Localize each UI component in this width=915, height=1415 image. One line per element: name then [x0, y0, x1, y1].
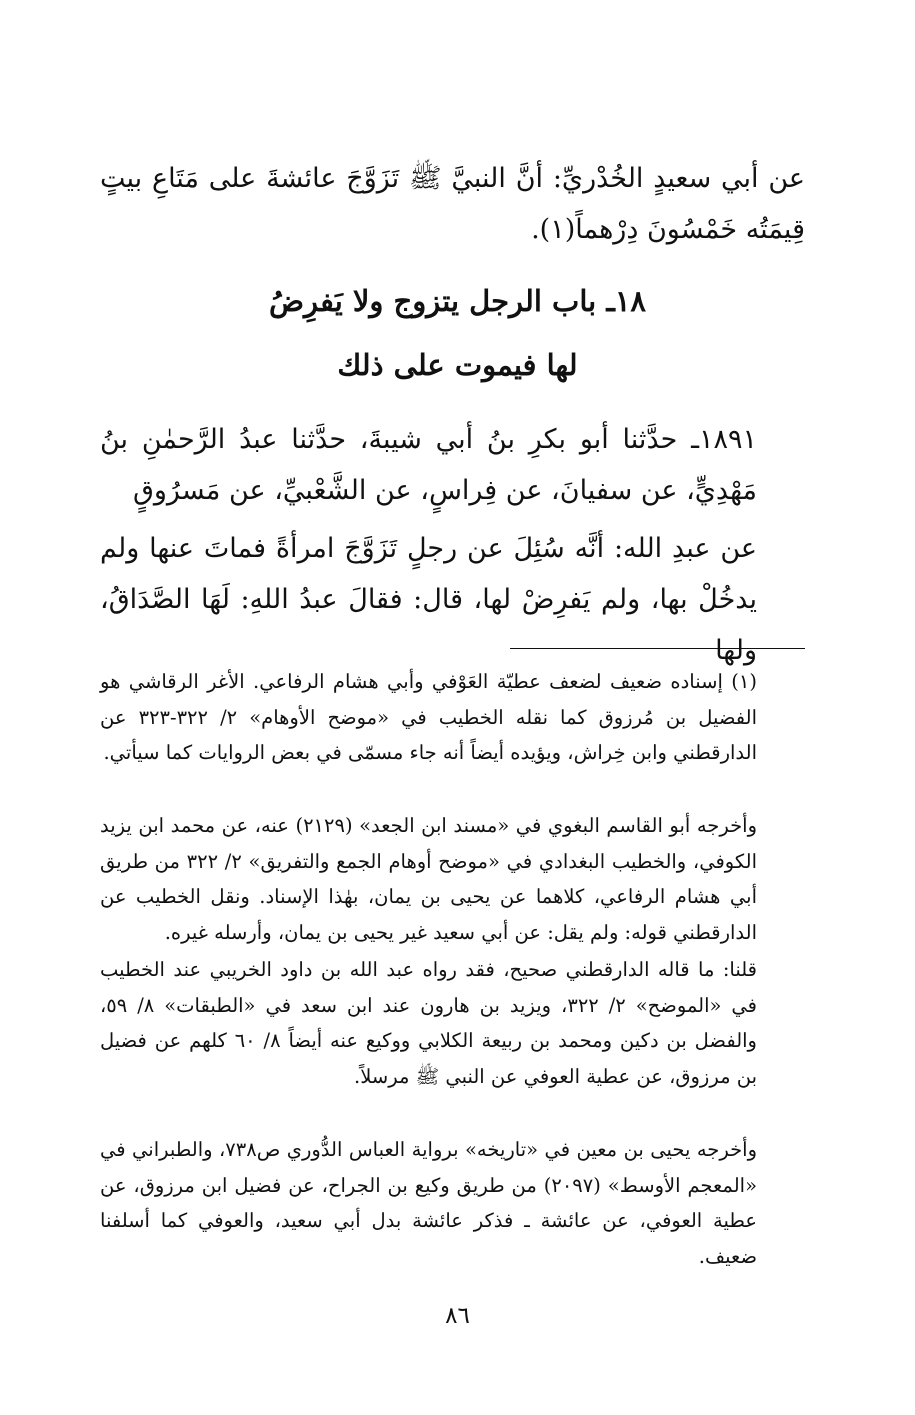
hadith-matn: عن عبدِ الله: أنَّه سُئِلَ عن رجلٍ تَزَوَّجَ امرأةً فماتَ عنها ولم يدخُلْ بها، ولم يَفرِضْ لها، قال: فقالَ عبدُ اللهِ: لَهَا الصَّدَاقُ، ولها — [100, 533, 757, 666]
footnote-separator — [510, 648, 805, 649]
paragraph-top-text: عن أبي سعيدٍ الخُدْريِّ: أنَّ النبيَّ ﷺ تَزَوَّجَ عائشةَ على مَتَاعِ بيتٍ قِيمَتُه خَمْسُونَ دِرْهماً(١). — [100, 163, 805, 245]
page-number: ٨٦ — [445, 1303, 470, 1329]
footnote-paragraph-2: وأخرجه أبو القاسم البغوي في «مسند ابن الجعد» (٢١٢٩) عنه، عن محمد ابن يزيد الكوفي، والخطيب البغدادي في «موضح أوهام الجمع والتفريق» ٢/ ٣٢٢ من طريق أبي هشام الرفاعي، كلاهما عن يحيى بن يمان، بهٰذا الإسناد. ونقل الخطيب عن الدارقطني قوله: ولم يقل: عن أبي سعيد غير يحيى بن يمان، وأرسله غيره. — [100, 814, 757, 944]
footnote-paragraph-3: قلنا: ما قاله الدارقطني صحيح، فقد رواه عبد الله بن داود الخريبي عند الخطيب في «الموضح» ٢/ ٣٢٢، ويزيد بن هارون عند ابن سعد في «الطبقات» ٨/ ٥٩، والفضل بن دكين ومحمد بن ربيعة الكلابي ووكيع عنه أيضاً ٨/ ٦٠ كلهم عن فضيل بن مرزوق، عن عطية العوفي عن النبي ﷺ مرسلاً. — [100, 958, 757, 1088]
chapter-heading-line-1: ١٨ـ باب الرجل يتزوج ولا يَفرِضُ — [268, 284, 647, 318]
hadith-isnad: ١٨٩١ـ حدَّثنا أبو بكرِ بنُ أبي شيبةَ، حدَّثنا عبدُ الرَّحمٰنِ بنُ مَهْدِيٍّ، عن سفيانَ، عن فِراسٍ، عن الشَّعْبيِّ، عن مَسرُوقٍ — [100, 424, 757, 506]
footnote-paragraph-4: وأخرجه يحيى بن معين في «تاريخه» برواية العباس الدُّوري ص٧٣٨، والطبراني في «المعجم الأوسط» (٢٠٩٧) من طريق وكيع بن الجراح، عن فضيل ابن مرزوق، عن عطية العوفي، عن عائشة ـ فذكر عائشة بدل أبي سعيد، والعوفي كما أسلفنا ضعيف. — [100, 1138, 758, 1268]
chapter-heading-line-2: لها فيموت على ذلك — [337, 348, 578, 382]
footnote-1: (١) إسناده ضعيف لضعف عطيّة العَوْفي وأبي هشام الرفاعي. الأغر الرقاشي هو الفضيل بن مُرزوق كما نقله الخطيب في «موضح الأوهام» ٢/ ٣٢٢-٣٢٣ عن الدارقطني وابن خِراش، ويؤيده أيضاً أنه جاء مسمّى في بعض الروايات كما سيأتي. — [100, 670, 757, 764]
paragraph-top — [100, 153, 805, 255]
